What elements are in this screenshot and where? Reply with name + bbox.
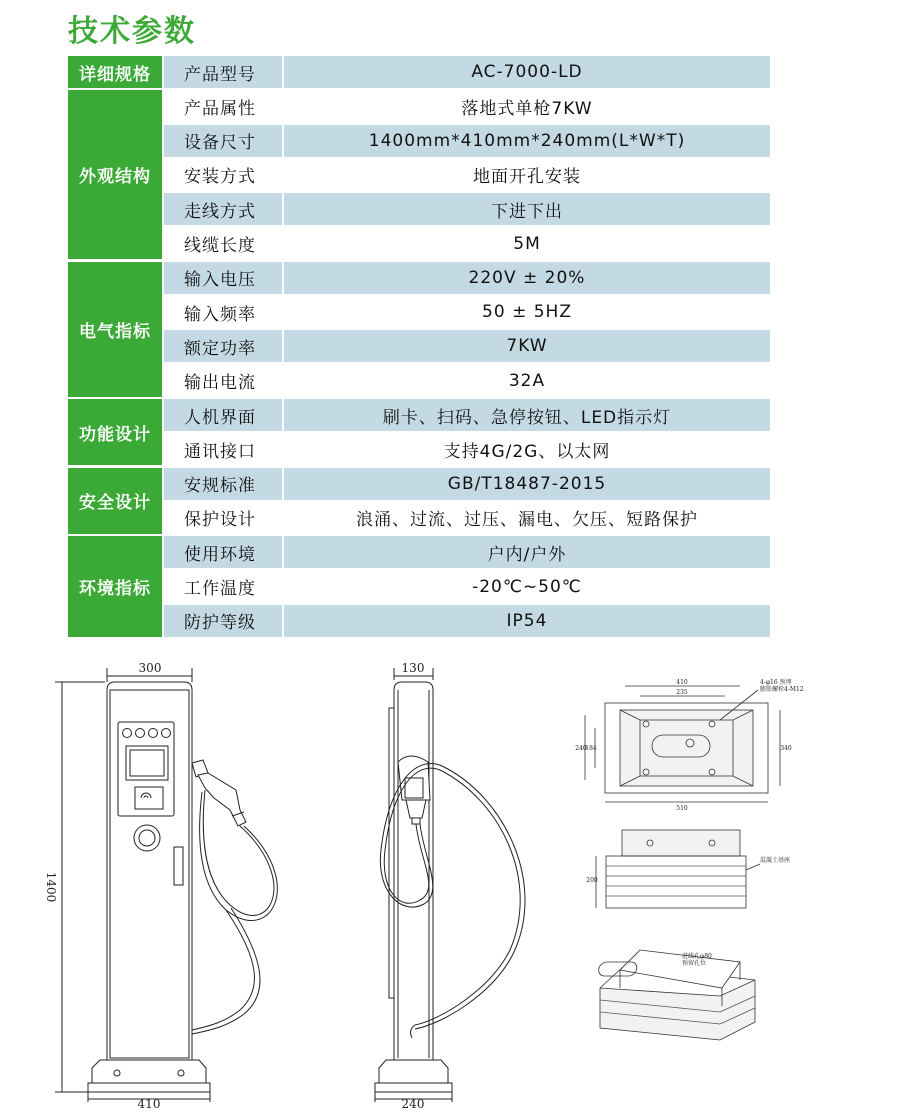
spec-name: 输入电压 xyxy=(164,262,282,294)
dim-plan-184: 184 xyxy=(585,745,597,752)
spec-value: 地面开孔安装 xyxy=(473,167,581,188)
spec-value: 户内/户外 xyxy=(284,536,770,568)
spec-name: 人机界面 xyxy=(164,399,282,431)
category-label: 功能设计 xyxy=(68,399,162,465)
spec-value: IP54 xyxy=(284,605,770,637)
page-title: 技术参数 xyxy=(68,14,196,49)
spec-name: 线缆长度 xyxy=(184,236,256,256)
spec-name: 产品型号 xyxy=(164,56,282,88)
spec-value: 32A xyxy=(508,370,546,391)
spec-value: -20℃~50℃ xyxy=(472,576,582,597)
spec-row xyxy=(68,125,770,157)
spec-row xyxy=(68,193,770,225)
spec-name: 设备尺寸 xyxy=(164,125,282,157)
spec-row xyxy=(68,330,770,362)
spec-value: 220V ± 20% xyxy=(284,262,770,294)
spec-value: 落地式单枪7KW xyxy=(461,98,593,119)
spec-value: 支持4G/2G、以太网 xyxy=(443,441,611,462)
dim-plan-340: 340 xyxy=(780,745,792,752)
spec-name: 输入频率 xyxy=(184,304,256,325)
spec-row xyxy=(68,365,770,397)
spec-value: 5M xyxy=(513,233,541,254)
dim-front-base-width: 410 xyxy=(137,1097,161,1111)
spec-value: AC-7000-LD xyxy=(284,56,770,88)
dim-plan-510: 510 xyxy=(676,805,688,812)
category-label: 电气指标 xyxy=(68,262,162,397)
spec-value: 50 ± 5HZ xyxy=(482,302,572,323)
spec-row xyxy=(68,605,770,637)
dim-plan-410: 410 xyxy=(676,679,688,686)
side-view-drawing xyxy=(375,668,525,1102)
spec-name: 走线方式 xyxy=(164,193,282,225)
foundation-plan-drawing xyxy=(585,686,780,802)
category-label: 安全设计 xyxy=(68,468,162,534)
spec-name: 安装方式 xyxy=(184,167,256,188)
category-label: 环境指标 xyxy=(68,536,162,637)
category-label: 详细规格 xyxy=(68,56,162,88)
spec-value: 7KW xyxy=(284,330,770,362)
dim-section-200: 200 xyxy=(586,877,598,884)
spec-value: 刷卡、扫码、急停按钮、LED指示灯 xyxy=(284,399,770,431)
spec-value: 下进下出 xyxy=(284,193,770,225)
dim-front-top-width: 300 xyxy=(138,661,162,675)
foundation-section-drawing xyxy=(596,830,760,908)
spec-row xyxy=(68,159,770,191)
spec-row xyxy=(68,468,770,500)
spec-name: 额定功率 xyxy=(164,330,282,362)
technical-drawings xyxy=(0,650,900,1111)
spec-name: 工作温度 xyxy=(184,579,256,599)
spec-row xyxy=(68,433,770,465)
category-label: 外观结构 xyxy=(68,90,162,259)
note-plan-bolt2: 膨胀螺栓4-M12 xyxy=(760,686,804,693)
spec-row xyxy=(68,571,770,603)
spec-row xyxy=(68,502,770,534)
spec-row xyxy=(68,90,770,122)
foundation-isometric-drawing xyxy=(598,950,755,1040)
spec-row xyxy=(68,56,770,88)
front-view-drawing xyxy=(55,668,277,1102)
spec-name: 通讯接口 xyxy=(184,441,256,462)
spec-row xyxy=(68,399,770,431)
spec-name: 安规标准 xyxy=(164,468,282,500)
dim-plan-235: 235 xyxy=(676,689,688,696)
note-iso-hole: 进线孔φ80 xyxy=(682,953,712,960)
spec-name: 保护设计 xyxy=(184,510,256,531)
spec-value: 浪涌、过流、过压、漏电、欠压、短路保护 xyxy=(356,510,698,531)
dim-side-top-width: 130 xyxy=(401,661,425,675)
note-section-ground: 混凝土基座 xyxy=(760,857,791,864)
spec-name: 输出电流 xyxy=(184,373,256,394)
spec-name: 使用环境 xyxy=(164,536,282,568)
dim-plan-240: 240 xyxy=(575,745,587,752)
spec-row xyxy=(68,228,770,260)
spec-name: 防护等级 xyxy=(164,605,282,637)
spec-row xyxy=(68,262,770,294)
spec-row xyxy=(68,536,770,568)
note-plan-bolt: 4-φ16 预埋 xyxy=(760,679,792,686)
spec-row xyxy=(68,296,770,328)
spec-name: 产品属性 xyxy=(184,98,256,119)
dim-side-base-width: 240 xyxy=(401,1097,425,1111)
spec-value: 1400mm*410mm*240mm(L*W*T) xyxy=(284,125,770,157)
note-iso-reserved: 预留孔位 xyxy=(682,960,707,967)
spec-value: GB/T18487-2015 xyxy=(284,468,770,500)
dim-front-height: 1400 xyxy=(44,871,58,903)
